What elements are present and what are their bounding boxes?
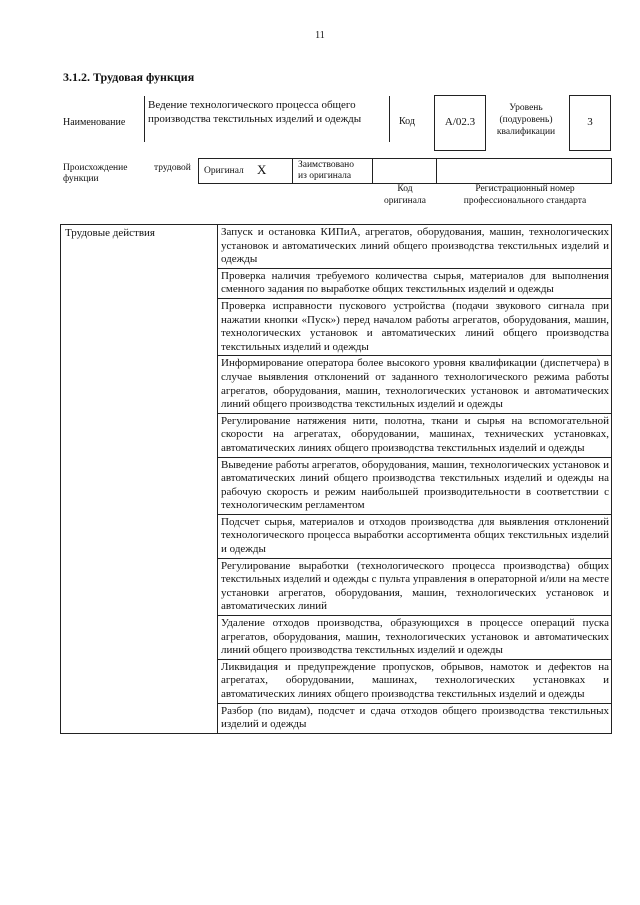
borrowed-label-1: Заимствовано [298, 160, 355, 170]
original-mark: X [257, 162, 267, 177]
table-row [61, 225, 612, 269]
section-title: 3.1.2. Трудовая функция [63, 70, 195, 84]
page-number: 11 [315, 30, 325, 41]
action-item: Информирование оператора более высокого уровня квалификации (диспетчера) в случае выявления отклонений от заданного технологического режима работы агрегатов, оборудования, машин, технологических установок и автоматических линий общего производства текстильных изделий и одежды [218, 356, 612, 413]
action-item: Выведение работы агрегатов, оборудования, машин, технологических установок и автоматических линий общего производства текстильных изделий и одежды на рабочую скорость и режим наибольшей производительности в соответствии с технологическим регламентом [218, 457, 612, 514]
code-caption-2: оригинала [384, 196, 426, 206]
labor-actions-table [60, 224, 612, 734]
action-item: Ликвидация и предупреждение пропусков, обрывов, намоток и дефектов на агрегатах, оборудовании, машинах, технологических установках и автоматических линиях общего производства текстильных изделий и одежды [218, 659, 612, 703]
code-label: Код [399, 116, 415, 127]
name-value: Ведение технологического процесса общего производства текстильных изделий и одежды [148, 99, 362, 125]
name-label: Наименование [63, 117, 126, 128]
code-caption-1: Код [397, 184, 413, 194]
action-item: Подсчет сырья, материалов и отходов производства для выявления отклонений технологического процесса выработки ассортимента общих текстильных изделий и одежды [218, 514, 612, 558]
action-item: Разбор (по видам), подсчет и сдача отходов общего производства текстильных изделий и одежды [218, 703, 612, 733]
level-value: 3 [587, 116, 593, 128]
origin-label-1: Происхождение [63, 163, 128, 173]
borrowed-label-2: из оригинала [298, 171, 352, 181]
action-item: Удаление отходов производства, образующихся в процессе операций пуска агрегатов, оборудования, машин, технологических установок и автоматических линий общего производства текстильных изделий и одежды [218, 616, 612, 660]
origin-divider-1 [292, 158, 293, 184]
level-label-2: (подуровень) [499, 115, 553, 125]
action-item: Регулирование выработки (технологического процесса производства) общих текстильных изделий и одежды с пульта управления в операторной и/или на месте установки агрегатов, оборудования, машин, технологических установок и автоматических линий [218, 558, 612, 615]
labor-actions-label: Трудовые действия [61, 225, 218, 734]
reg-caption-2: профессионального стандарта [463, 196, 587, 206]
level-label-3: квалификации [496, 127, 556, 137]
origin-label-3: функции [63, 174, 99, 184]
reg-caption-1: Регистрационный номер [475, 184, 575, 194]
action-item: Регулирование натяжения нити, полотна, ткани и сырья на вспомогательной скорости на агрегатах, оборудовании, машинах, технических установках, автоматических линиях общего производства текстильных изделий и одежды [218, 413, 612, 457]
origin-divider-2 [372, 158, 373, 184]
origin-label-2: трудовой [154, 163, 191, 173]
action-item: Запуск и остановка КИПиА, агрегатов, оборудования, машин, технологических установок и автоматических линий общего производства текстильных изделий и одежды [218, 225, 612, 269]
code-value: А/02.3 [444, 116, 476, 128]
action-item: Проверка исправности пускового устройства (подачи звукового сигнала при нажатии кнопки «Пуск») перед началом работы агрегатов, оборудования, машин, технологических установок и автоматических линий общего производства текстильных изделий и одежды [218, 298, 612, 355]
level-label-1: Уровень [509, 103, 543, 113]
original-label: Оригинал [204, 166, 244, 176]
origin-divider-3 [436, 158, 437, 184]
action-item: Проверка наличия требуемого количества сырья, материалов для выполнения сменного задания по выработке общих текстильных изделий и одежды [218, 268, 612, 298]
